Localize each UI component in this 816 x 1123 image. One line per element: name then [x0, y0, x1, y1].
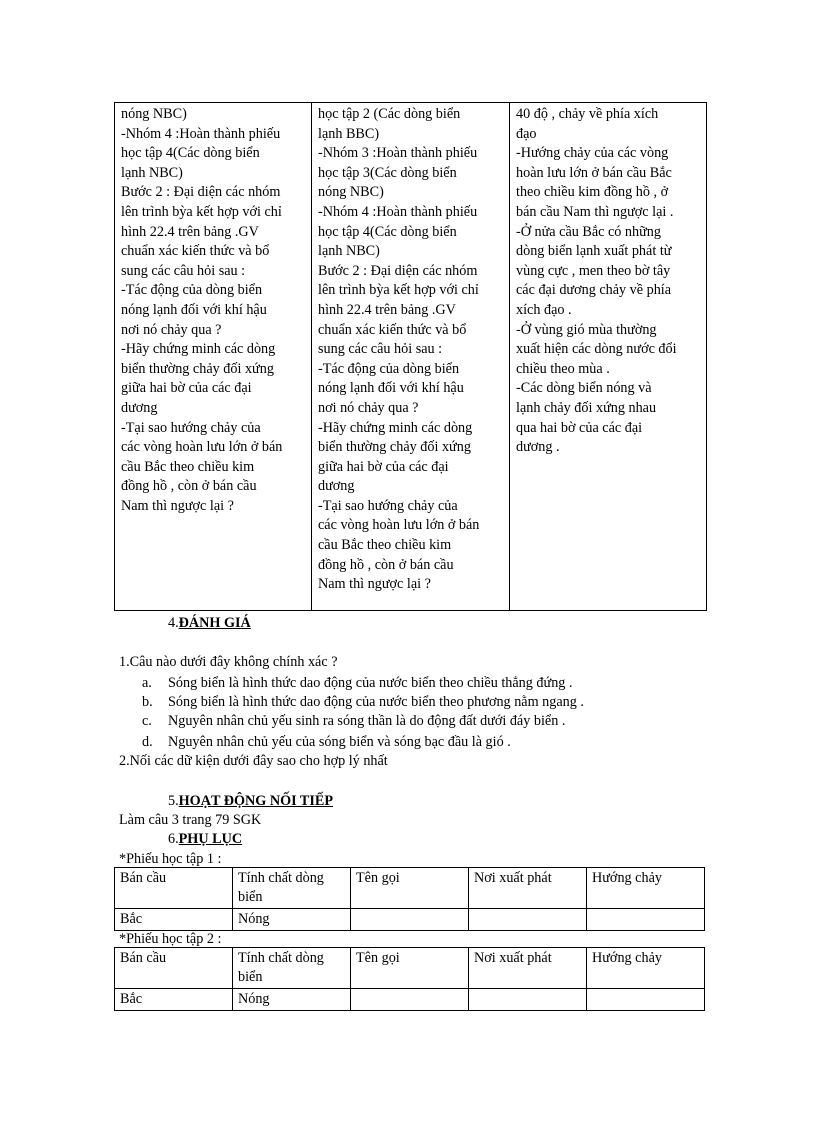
header-cell: Tính chất dòng biển	[233, 948, 351, 989]
cell-line: nơi nó chảy qua ?	[318, 399, 419, 416]
option-text: Sóng biển là hình thức dao động của nước biển theo chiều thẳng đứng .	[168, 675, 573, 691]
cell-line: theo chiều kim đồng hồ , ở	[516, 184, 669, 201]
cell-line: học tập 3(Các dòng biển	[318, 164, 457, 181]
cell-line: lên trình bỳa kết hợp với chỉ	[121, 203, 282, 220]
cell-line: Nam thì ngược lại ?	[318, 576, 431, 593]
table-row	[115, 989, 705, 1011]
cell-line: qua hai bờ của các đại	[516, 419, 643, 436]
section-number: 5.	[168, 793, 179, 809]
cell-line: hoàn lưu lớn ở bán cầu Bắc	[516, 164, 672, 181]
worksheet-2-table	[114, 947, 705, 1011]
lesson-table	[114, 102, 707, 611]
cell-line: -Nhóm 4 :Hoàn thành phiếu	[318, 203, 478, 220]
question-1: 1.Câu nào dưới đây không chính xác ?	[119, 654, 338, 670]
cell-line: hình 22.4 trên bảng .GV	[318, 301, 456, 318]
table-cell	[587, 909, 705, 931]
cell-line: lên trình bỳa kết hợp với chỉ	[318, 282, 479, 299]
cell-line: cầu Bắc theo chiều kim	[318, 537, 452, 554]
section-4-heading	[168, 614, 251, 632]
header-cell: Nơi xuất phát	[469, 868, 587, 909]
section-6-heading	[168, 830, 242, 848]
cell-line: các đại dương chảy về phía	[516, 282, 672, 299]
lesson-table-row	[115, 103, 707, 611]
cell-line: -Ở vùng gió mùa thường	[516, 321, 657, 338]
cell-line: cầu Bắc theo chiều kim	[121, 458, 255, 475]
header-cell: Tên gọi	[351, 868, 469, 909]
table-cell: Bắc	[115, 909, 233, 931]
cell-line: dòng biển lạnh xuất phát từ	[516, 243, 672, 260]
worksheet-1-label: *Phiếu học tập 1 :	[119, 851, 222, 867]
cell-line: lạnh NBC)	[121, 164, 183, 181]
table-cell	[351, 909, 469, 931]
worksheet-1-table	[114, 867, 705, 931]
option-text: Sóng biển là hình thức dao động của nước biển theo phương nằm ngang .	[168, 694, 584, 710]
homework-text: Làm câu 3 trang 79 SGK	[119, 812, 262, 828]
cell-line: lạnh NBC)	[318, 243, 380, 260]
table-cell: Nóng	[233, 909, 351, 931]
cell-line: nóng lạnh đối với khí hậu	[318, 380, 464, 397]
header-cell: Nơi xuất phát	[469, 948, 587, 989]
cell-line: -Hãy chứng minh các dòng	[318, 419, 473, 436]
content-column	[510, 103, 707, 611]
cell-line: -Nhóm 3 :Hoàn thành phiếu	[318, 145, 478, 162]
cell-line: đồng hồ , còn ở bán cầu	[318, 556, 454, 573]
cell-line: -Tại sao hướng chảy của	[121, 419, 261, 436]
cell-line: nóng NBC)	[121, 106, 187, 122]
cell-line: sung các câu hỏi sau :	[318, 341, 443, 358]
table-row	[115, 909, 705, 931]
cell-line: -Nhóm 4 :Hoàn thành phiếu	[121, 125, 281, 142]
section-number: 6.	[168, 831, 179, 847]
cell-line: học tập 4(Các dòng biển	[318, 223, 457, 240]
cell-line: sung các câu hỏi sau :	[121, 262, 246, 279]
section-title: PHỤ LỤC	[178, 831, 243, 847]
header-cell: Hướng chảy	[587, 868, 705, 909]
table-cell	[587, 989, 705, 1011]
cell-line: nơi nó chảy qua ?	[121, 321, 222, 338]
cell-line: học tập 2 (Các dòng biển	[318, 106, 461, 122]
cell-line: lạnh BBC)	[318, 125, 380, 142]
cell-line: nóng lạnh đối với khí hậu	[121, 301, 267, 318]
cell-line: học tập 4(Các dòng biển	[121, 145, 260, 162]
header-cell: Tên gọi	[351, 948, 469, 989]
cell-line: giữa hai bờ của các đại	[121, 380, 252, 397]
option-text: Nguyên nhân chủ yếu của sóng biển và sóng bạc đầu là gió .	[168, 734, 511, 750]
table-cell: Nóng	[233, 989, 351, 1011]
cell-line: bán cầu Nam thì ngược lại .	[516, 203, 674, 220]
section-number: 4.	[168, 615, 179, 631]
cell-line: Nam thì ngược lại ?	[121, 497, 234, 514]
section-5-heading	[168, 792, 333, 810]
cell-line: Bước 2 : Đại diện các nhóm	[121, 184, 281, 201]
cell-line: -Tác động của dòng biển	[121, 282, 263, 299]
cell-line: dương	[318, 478, 355, 495]
section-title: HOẠT ĐỘNG NỐI TIẾP	[178, 793, 334, 809]
header-cell: Bán cầu	[115, 868, 233, 909]
cell-line: dương	[121, 399, 158, 416]
cell-line: xích đạo .	[516, 301, 572, 318]
cell-line: nóng NBC)	[318, 184, 384, 201]
table-cell	[351, 989, 469, 1011]
cell-line: xuất hiện các dòng nước đổi	[516, 341, 677, 358]
cell-line: -Tác động của dòng biển	[318, 360, 460, 377]
cell-line: -Tại sao hướng chảy của	[318, 497, 458, 514]
cell-line: Bước 2 : Đại diện các nhóm	[318, 262, 478, 279]
cell-line: dương .	[516, 439, 560, 456]
option-letter: c.	[142, 713, 152, 729]
cell-line: hình 22.4 trên bảng .GV	[121, 223, 259, 240]
cell-line: chiều theo mùa .	[516, 360, 610, 377]
option-letter: b.	[142, 694, 153, 710]
table-cell: Bắc	[115, 989, 233, 1011]
cell-line: giữa hai bờ của các đại	[318, 458, 449, 475]
answer-option	[142, 674, 572, 692]
cell-line: -Các dòng biển nóng và	[516, 380, 652, 397]
cell-line: lạnh chảy đối xứng nhau	[516, 399, 657, 416]
section-title: ĐÁNH GIÁ	[178, 615, 251, 631]
header-cell: Hướng chảy	[587, 948, 705, 989]
activity-column-1	[115, 103, 312, 611]
cell-line: đồng hồ , còn ở bán cầu	[121, 478, 257, 495]
worksheet-2-label: *Phiếu học tập 2 :	[119, 931, 222, 947]
table-cell	[469, 989, 587, 1011]
answer-option	[142, 733, 511, 751]
cell-line: vùng cực , men theo bờ tây	[516, 262, 671, 279]
table-cell	[469, 909, 587, 931]
cell-line: 40 độ , chảy về phía xích	[516, 106, 659, 122]
cell-line: các vòng hoàn lưu lớn ở bán	[121, 439, 283, 456]
answer-option	[142, 693, 584, 711]
cell-line: đạo	[516, 125, 537, 142]
cell-line: -Hãy chứng minh các dòng	[121, 341, 276, 358]
cell-line: biển thường chảy đối xứng	[121, 360, 274, 377]
activity-column-2	[312, 103, 510, 611]
table-header-row	[115, 948, 705, 989]
header-cell: Tính chất dòng biển	[233, 868, 351, 909]
option-text: Nguyên nhân chủ yếu sinh ra sóng thần là do động đất dưới đáy biển .	[168, 713, 566, 729]
cell-line: chuẩn xác kiến thức và bổ	[318, 321, 467, 338]
cell-line: -Hướng chảy của các vòng	[516, 145, 669, 162]
header-cell: Bán cầu	[115, 948, 233, 989]
option-letter: a.	[142, 675, 152, 691]
option-letter: d.	[142, 734, 153, 750]
question-2: 2.Nối các dữ kiện dưới đây sao cho hợp lý nhất	[119, 753, 388, 769]
answer-option	[142, 712, 565, 730]
cell-line: -Ở nửa cầu Bắc có những	[516, 223, 661, 240]
cell-line: các vòng hoàn lưu lớn ở bán	[318, 517, 480, 534]
cell-line: chuẩn xác kiến thức và bổ	[121, 243, 270, 260]
cell-line: biển thường chảy đối xứng	[318, 439, 471, 456]
table-header-row	[115, 868, 705, 909]
